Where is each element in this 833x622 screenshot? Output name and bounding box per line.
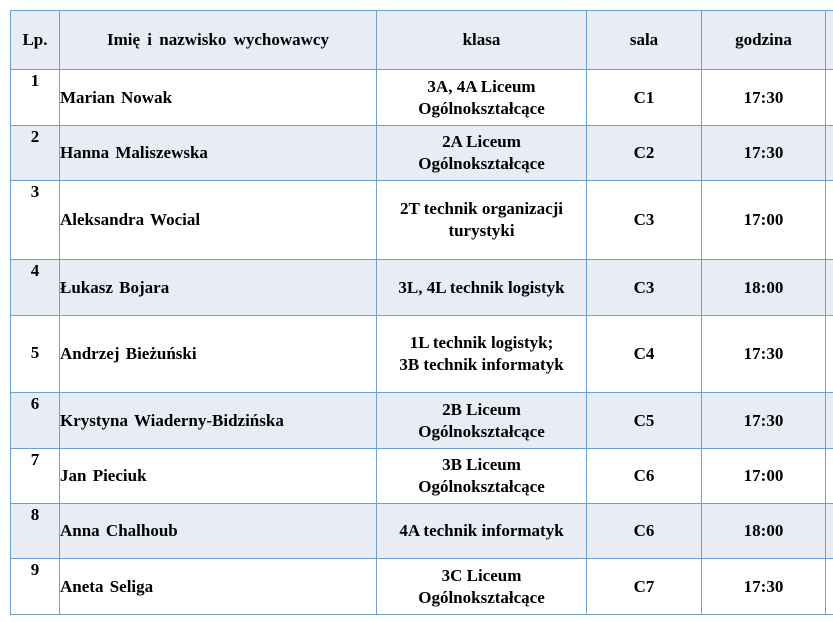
schedule-table: [10, 10, 833, 615]
row-godzina: 17:30: [702, 70, 826, 126]
header-lp: Lp.: [11, 11, 60, 70]
row-name: Hanna Maliszewska: [60, 126, 377, 181]
row-godzina: 17:30: [702, 126, 826, 181]
row-name: Aneta Seliga: [60, 559, 377, 615]
klasa-line-1: 3B Liceum: [442, 455, 521, 474]
klasa-line-1: 2T technik organizacji: [399, 199, 564, 218]
row-klasa: [377, 504, 587, 559]
row-lp: 3: [11, 181, 60, 260]
row-godzina: 17:30: [702, 316, 826, 393]
header-klasa: klasa: [377, 11, 587, 70]
klasa-line-2: Ogólnokształcące: [418, 98, 545, 118]
klasa-line-1: 2A Liceum: [442, 132, 521, 151]
row-klasa: [377, 70, 587, 126]
row-name: Łukasz Bojara: [60, 260, 377, 316]
row-klasa: [377, 126, 587, 181]
klasa-line-1: 4A technik informatyk: [399, 521, 564, 540]
row-lp: 5: [11, 316, 60, 393]
klasa-line-1: 3A, 4A Liceum: [427, 76, 536, 96]
row-lp: 4: [11, 260, 60, 316]
table-row: [11, 260, 833, 316]
row-extra-cell: [826, 126, 833, 181]
header-name: Imię i nazwisko wychowawcy: [60, 11, 377, 70]
header-sala: sala: [587, 11, 702, 70]
row-sala: C1: [587, 70, 702, 126]
klasa-line-2: 3B technik informatyk: [399, 355, 564, 374]
klasa-line-2: Ogólnokształcące: [418, 154, 545, 173]
row-sala: C6: [587, 504, 702, 559]
row-extra-cell: [826, 449, 833, 504]
row-godzina: 18:00: [702, 504, 826, 559]
row-sala: C3: [587, 260, 702, 316]
row-klasa: [377, 393, 587, 449]
row-lp: 7: [11, 449, 60, 504]
row-godzina: 17:30: [702, 393, 826, 449]
row-godzina: 17:00: [702, 449, 826, 504]
table-row: [11, 126, 833, 181]
row-extra-cell: [826, 393, 833, 449]
row-lp: 9: [11, 559, 60, 615]
row-sala: C7: [587, 559, 702, 615]
row-name: Andrzej Bieżuński: [60, 316, 377, 393]
klasa-line-2: Ogólnokształcące: [418, 477, 545, 496]
row-extra-cell: [826, 559, 833, 615]
row-extra-cell: [826, 316, 833, 393]
row-sala: C6: [587, 449, 702, 504]
table-row: [11, 449, 833, 504]
row-lp: 2: [11, 126, 60, 181]
table-row: [11, 181, 833, 260]
row-name: Anna Chalhoub: [60, 504, 377, 559]
klasa-line-1: 2B Liceum: [442, 399, 521, 419]
row-sala: C4: [587, 316, 702, 393]
klasa-line-1: 3C Liceum: [441, 565, 522, 585]
row-godzina: 17:00: [702, 181, 826, 260]
row-name: Marian Nowak: [60, 70, 377, 126]
table-row: [11, 559, 833, 615]
row-extra-cell: [826, 181, 833, 260]
row-godzina: 18:00: [702, 260, 826, 316]
row-klasa: [377, 316, 587, 393]
klasa-line-1: 3L, 4L technik logistyk: [398, 277, 565, 297]
header-godzina: godzina: [702, 11, 826, 70]
table-row: [11, 70, 833, 126]
row-klasa: [377, 260, 587, 316]
klasa-line-2: Ogólnokształcące: [418, 421, 545, 441]
row-klasa: [377, 181, 587, 260]
row-name: Aleksandra Wocial: [60, 181, 377, 260]
row-sala: C2: [587, 126, 702, 181]
row-klasa: [377, 559, 587, 615]
row-name: Jan Pieciuk: [60, 449, 377, 504]
row-extra-cell: [826, 504, 833, 559]
row-sala: C3: [587, 181, 702, 260]
klasa-line-2: turystyki: [448, 221, 515, 240]
row-extra-cell: [826, 70, 833, 126]
klasa-line-1: 1L technik logistyk;: [409, 333, 554, 352]
row-sala: C5: [587, 393, 702, 449]
header-extra-cell: [826, 11, 833, 70]
row-lp: 6: [11, 393, 60, 449]
row-godzina: 17:30: [702, 559, 826, 615]
header-row: [11, 11, 833, 70]
row-klasa: [377, 449, 587, 504]
row-lp: 8: [11, 504, 60, 559]
table-row: [11, 393, 833, 449]
row-name: Krystyna Wiaderny-Bidzińska: [60, 393, 377, 449]
table-row: [11, 504, 833, 559]
row-lp: 1: [11, 70, 60, 126]
klasa-line-2: Ogólnokształcące: [418, 587, 545, 607]
table-row: [11, 316, 833, 393]
row-extra-cell: [826, 260, 833, 316]
